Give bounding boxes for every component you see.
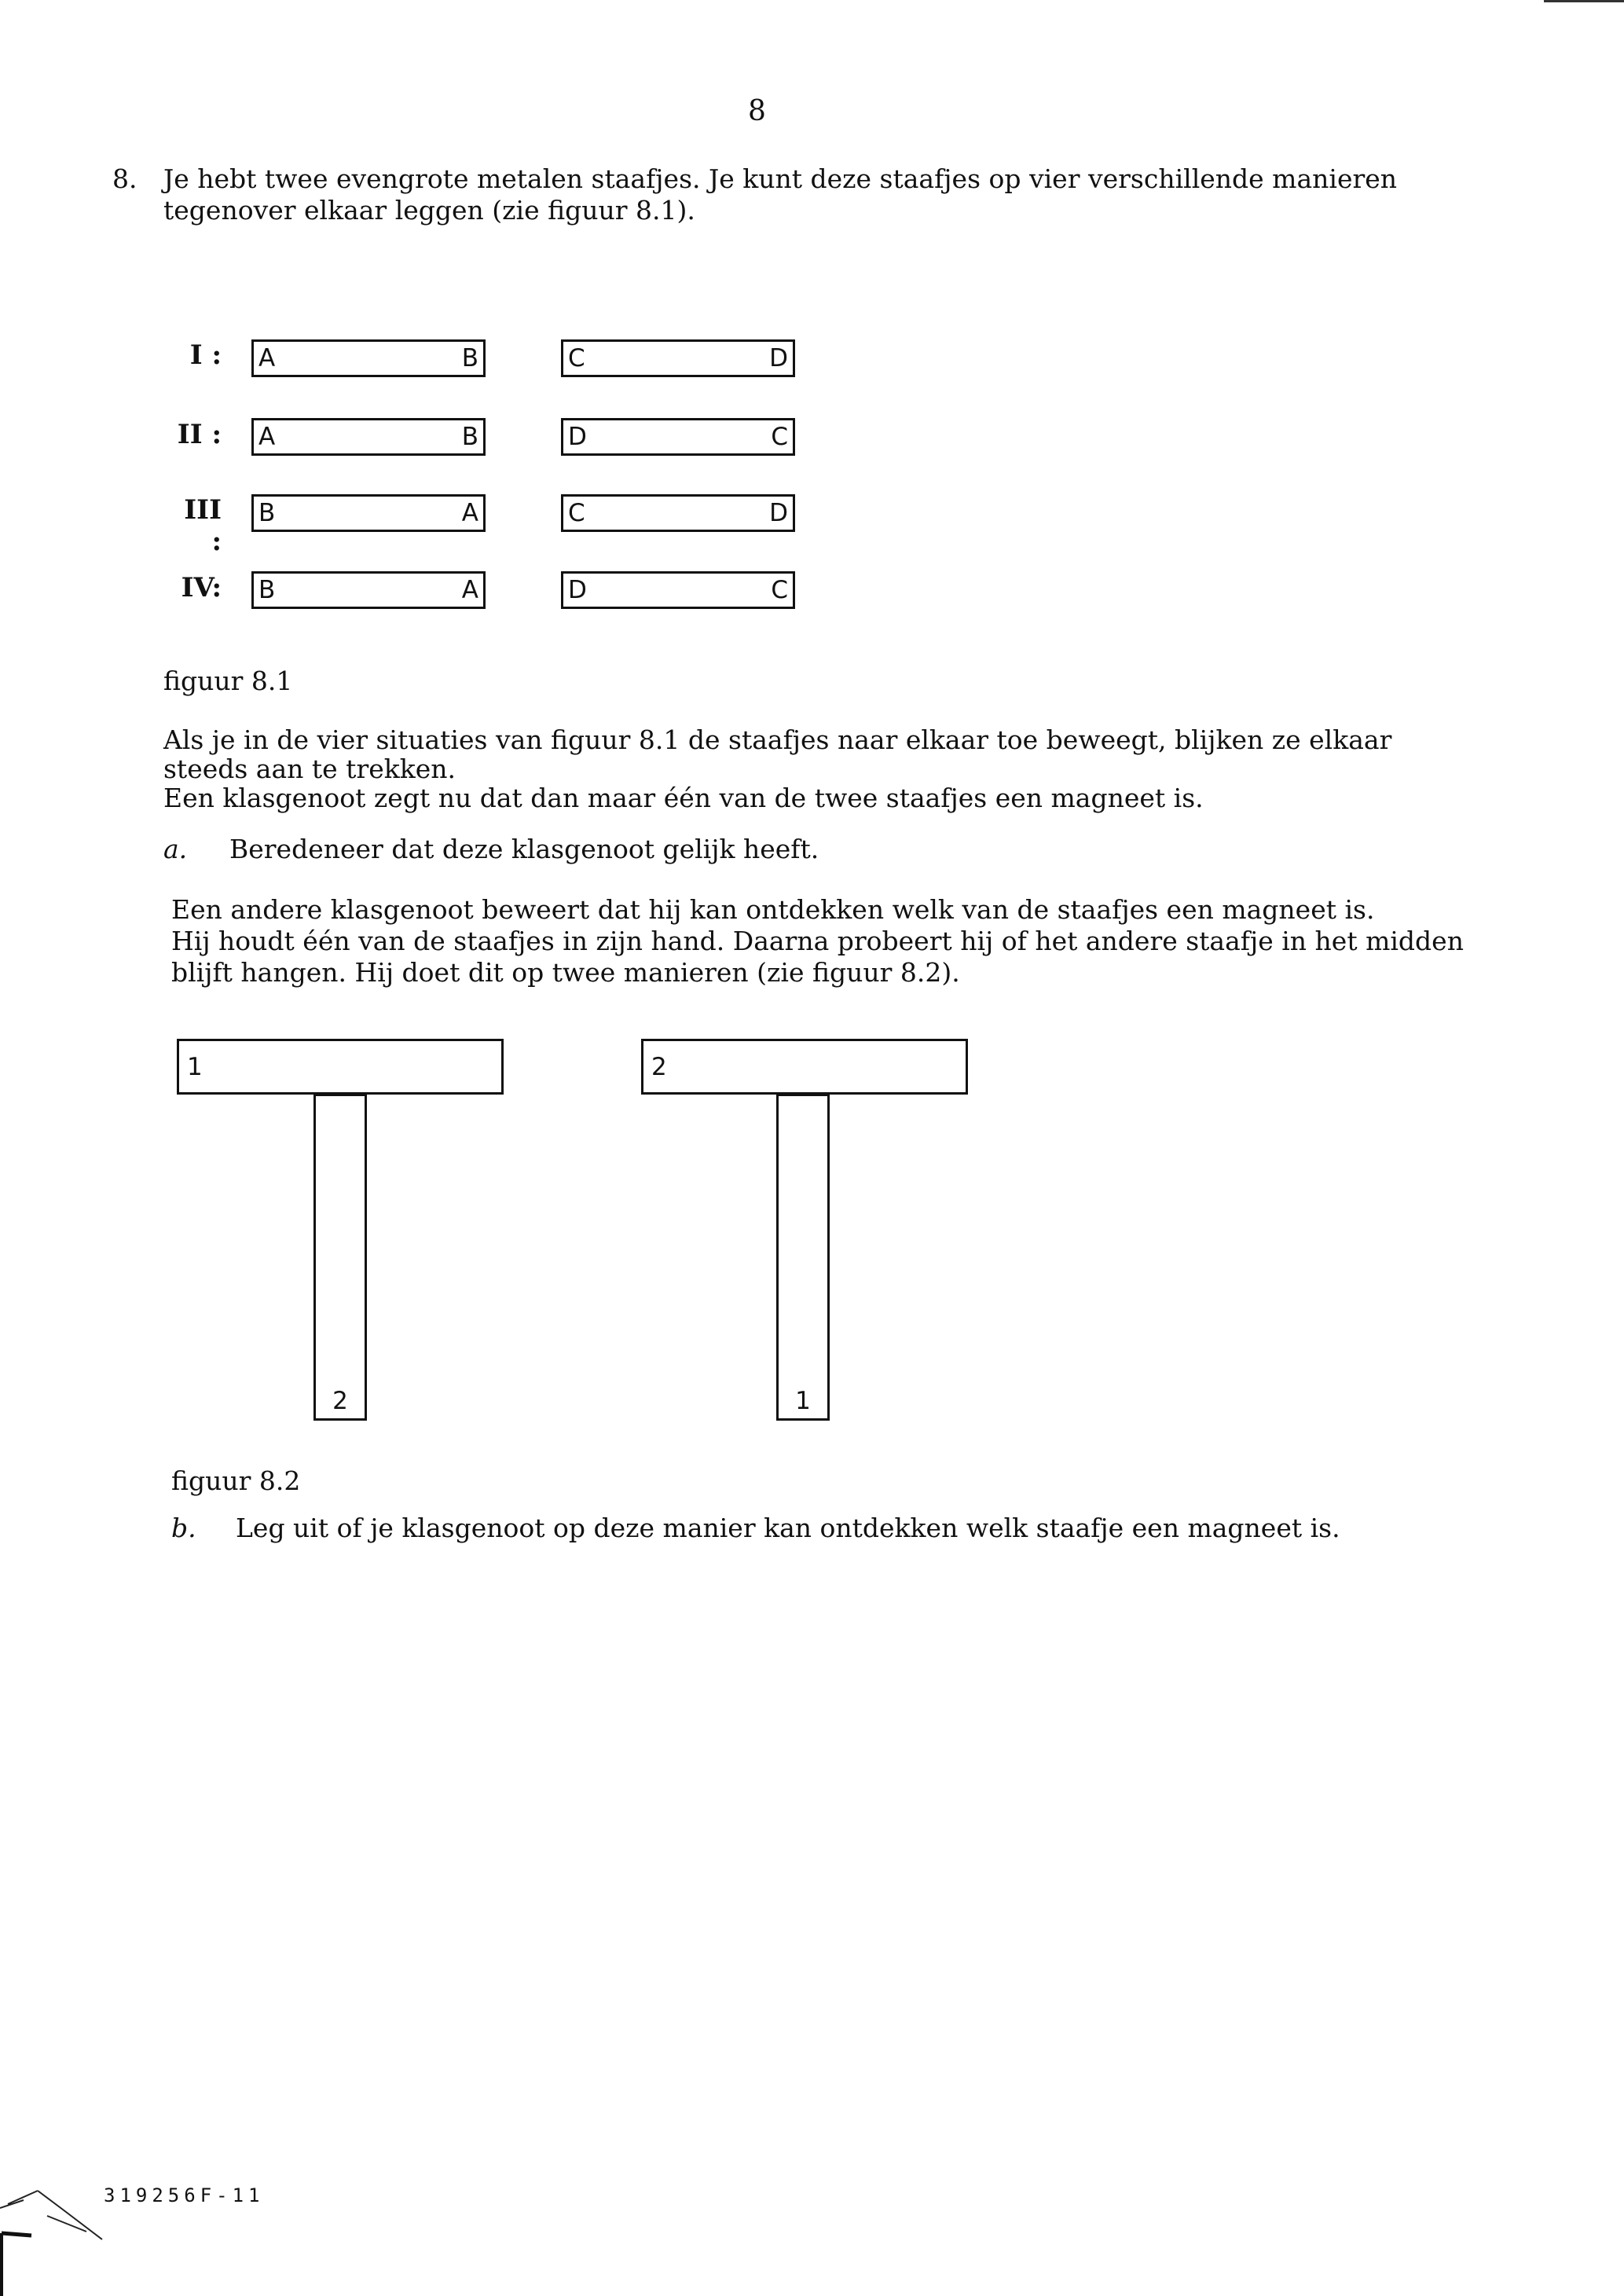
t-stem-right [776, 1094, 830, 1421]
subquestion-a-label: a. [163, 834, 188, 864]
bar-end-label: B [461, 344, 478, 372]
paragraph-line: Als je in de vier situaties van figuur 8.1 de staafjes naar elkaar toe beweegt, blijken ze elkaar [163, 724, 1392, 755]
row-label: III : [184, 494, 222, 557]
bar-end-label: C [771, 423, 788, 451]
question-intro [163, 163, 1397, 226]
bar-right-row1 [561, 339, 795, 377]
bar-end-label: C [568, 499, 585, 527]
bar-right-row2 [561, 418, 795, 456]
bar-end-label: A [461, 499, 478, 527]
paragraph-line: Een andere klasgenoot beweert dat hij kan ontdekken welk van de staafjes een magneet is. [171, 894, 1375, 925]
t-top-right [641, 1039, 968, 1095]
bar-left-row2 [251, 418, 486, 456]
bar-end-label: B [258, 499, 276, 527]
paragraph-line: Een klasgenoot zegt nu dat dan maar één van de twee staafjes een magneet is. [163, 783, 1204, 813]
subquestion-b-label: b. [171, 1513, 196, 1543]
bar-end-label: D [769, 344, 788, 372]
scan-edge-line [1544, 0, 1624, 2]
paragraph-1 [163, 724, 1391, 814]
row-label: IV: [181, 572, 222, 603]
top-label: 2 [651, 1052, 667, 1081]
question-intro-line: Je hebt twee evengrote metalen staafjes. Je kunt deze staafjes op vier verschillende manieren [163, 163, 1398, 194]
question-intro-line: tegenover elkaar leggen (zie figuur 8.1). [163, 195, 695, 226]
bar-end-label: D [568, 423, 587, 451]
paragraph-line: blijft hangen. Hij doet dit op twee manieren (zie figuur 8.2). [171, 957, 960, 988]
bar-end-label: A [461, 576, 478, 604]
stem-label: 1 [795, 1387, 811, 1415]
subquestion-b-text: Leg uit of je klasgenoot op deze manier kan ontdekken welk staafje een magneet is. [236, 1513, 1340, 1543]
row-label: I : [189, 339, 222, 371]
top-label: 1 [187, 1052, 203, 1081]
scan-corner-mark-icon [0, 2161, 157, 2296]
bar-end-label: B [461, 423, 478, 451]
paragraph-line: steeds aan te trekken. [163, 754, 456, 784]
bar-end-label: C [771, 576, 788, 604]
paragraph-line: Hij houdt één van de staafjes in zijn hand. Daarna probeert hij of het andere staafje in het midden [171, 926, 1464, 956]
bar-end-label: B [258, 576, 276, 604]
bar-end-label: D [769, 499, 788, 527]
bar-end-label: A [258, 344, 276, 372]
figure-caption: figuur 8.2 [171, 1465, 301, 1496]
footer-code: 319256F-11 [104, 2184, 265, 2206]
question-number: 8. [112, 163, 137, 194]
bar-end-label: A [258, 423, 276, 451]
t-stem-left [313, 1094, 367, 1421]
bar-right-row4 [561, 571, 795, 609]
bar-left-row4 [251, 571, 486, 609]
bar-left-row3 [251, 494, 486, 532]
t-top-left [177, 1039, 504, 1095]
subquestion-a-text: Beredeneer dat deze klasgenoot gelijk heeft. [229, 834, 819, 864]
bar-end-label: D [568, 576, 587, 604]
row-label: II : [177, 419, 222, 450]
stem-label: 2 [332, 1387, 348, 1415]
page-number: 8 [748, 95, 766, 127]
paragraph-2 [171, 894, 1464, 988]
figure-caption: figuur 8.1 [163, 666, 293, 696]
bar-left-row1 [251, 339, 486, 377]
bar-end-label: C [568, 344, 585, 372]
bar-right-row3 [561, 494, 795, 532]
